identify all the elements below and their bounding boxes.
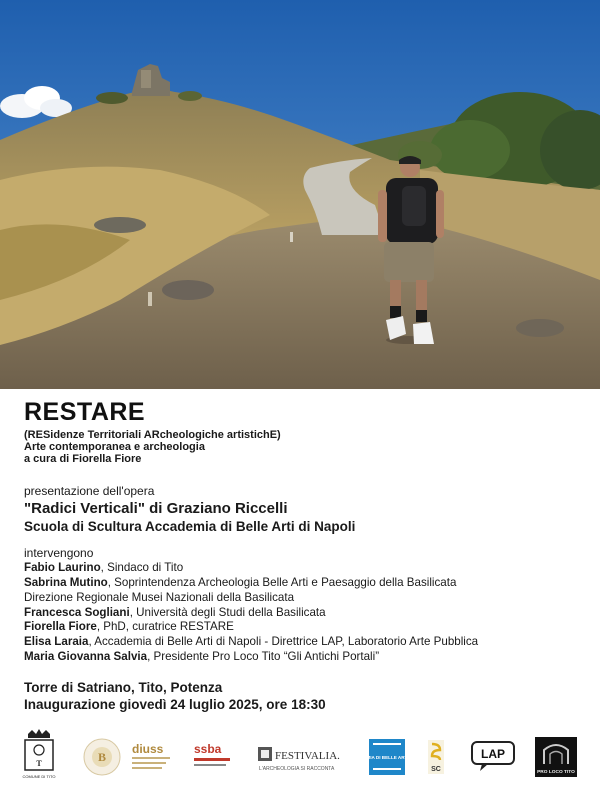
speaker-line <box>24 620 234 633</box>
speaker-role: , Università degli Studi della Basilicata <box>129 606 326 619</box>
pro-loco-text: PRO LOCO TITO <box>537 770 575 775</box>
accademia-belle-arti-logo <box>346 728 428 786</box>
festivalia-text: FESTIVALIA. <box>275 750 340 762</box>
presentation-label: presentazione dell'opera <box>24 484 155 498</box>
circle-b-letter: B <box>97 750 107 764</box>
lap-logo <box>470 728 516 786</box>
speaker-role: , Sindaco di Tito <box>100 561 184 574</box>
speaker-line <box>24 576 456 589</box>
speaker-name: Sabrina Mutino <box>24 576 108 589</box>
school-line: Scuola di Scultura Accademia di Belle Arti di Napoli <box>24 519 356 534</box>
speaker-name: Francesca Sogliani <box>24 606 130 619</box>
speaker-role: , Accademia di Belle Arti di Napoli - Direttrice LAP, Laboratorio Arte Pubblica <box>88 635 479 648</box>
hero-photo <box>0 0 600 389</box>
sc-text: SC <box>431 766 441 773</box>
speaker-name: Maria Giovanna Salvia <box>24 650 148 663</box>
speaker-line <box>24 635 478 648</box>
speaker-role: , Presidente Pro Loco Tito “Gli Antichi Portali” <box>147 650 380 663</box>
ssba-text: ssba <box>194 742 222 756</box>
subtitle-line-2: Arte contemporanea e archeologia <box>24 441 205 453</box>
crest-label: COMUNE DI TITO <box>22 774 56 779</box>
festivalia-logo <box>256 728 346 786</box>
speakers-label: intervengono <box>24 546 94 560</box>
speaker-role: Direzione Regionale Musei Nazionali della Basilicata <box>24 591 295 604</box>
date-line: Inaugurazione giovedì 24 luglio 2025, ore 18:30 <box>24 697 326 712</box>
pro-loco-tito-logo <box>534 728 578 786</box>
curator-line: a cura di Fiorella Fiore <box>24 453 142 465</box>
sc-logo <box>426 728 446 786</box>
poster-title: RESTARE <box>24 398 146 426</box>
venue-line: Torre di Satriano, Tito, Potenza <box>24 680 223 695</box>
circle-b-logo <box>82 728 122 786</box>
accademia-text: ACCADEMIA DI BELLE ARTI NAPOLI <box>346 755 428 760</box>
comune-di-tito-crest <box>22 728 56 786</box>
speaker-line <box>24 650 379 663</box>
ssba-logo <box>190 728 236 786</box>
speaker-line <box>24 591 294 604</box>
svg-text:T: T <box>36 759 42 768</box>
work-title: "Radici Verticali" di Graziano Riccelli <box>24 500 288 517</box>
speaker-name: Fabio Laurino <box>24 561 101 574</box>
speaker-line <box>24 561 183 574</box>
lap-text: LAP <box>481 747 505 761</box>
speaker-line <box>24 606 326 619</box>
logo-strip <box>0 728 600 789</box>
speaker-role: , Soprintendenza Archeologia Belle Arti e Paesaggio della Basilicata <box>107 576 457 589</box>
speaker-name: Elisa Laraia <box>24 635 89 648</box>
diuss-logo <box>128 728 176 786</box>
diuss-text: diuss <box>132 742 164 756</box>
speaker-name: Fiorella Fiore <box>24 620 97 633</box>
subtitle-line-1: (RESidenze Territoriali ARcheologiche artistichE) <box>24 429 281 441</box>
speaker-role: , PhD, curatrice RESTARE <box>96 620 234 633</box>
festivalia-tagline: L'ARCHEOLOGIA SI RACCONTA <box>259 766 335 772</box>
